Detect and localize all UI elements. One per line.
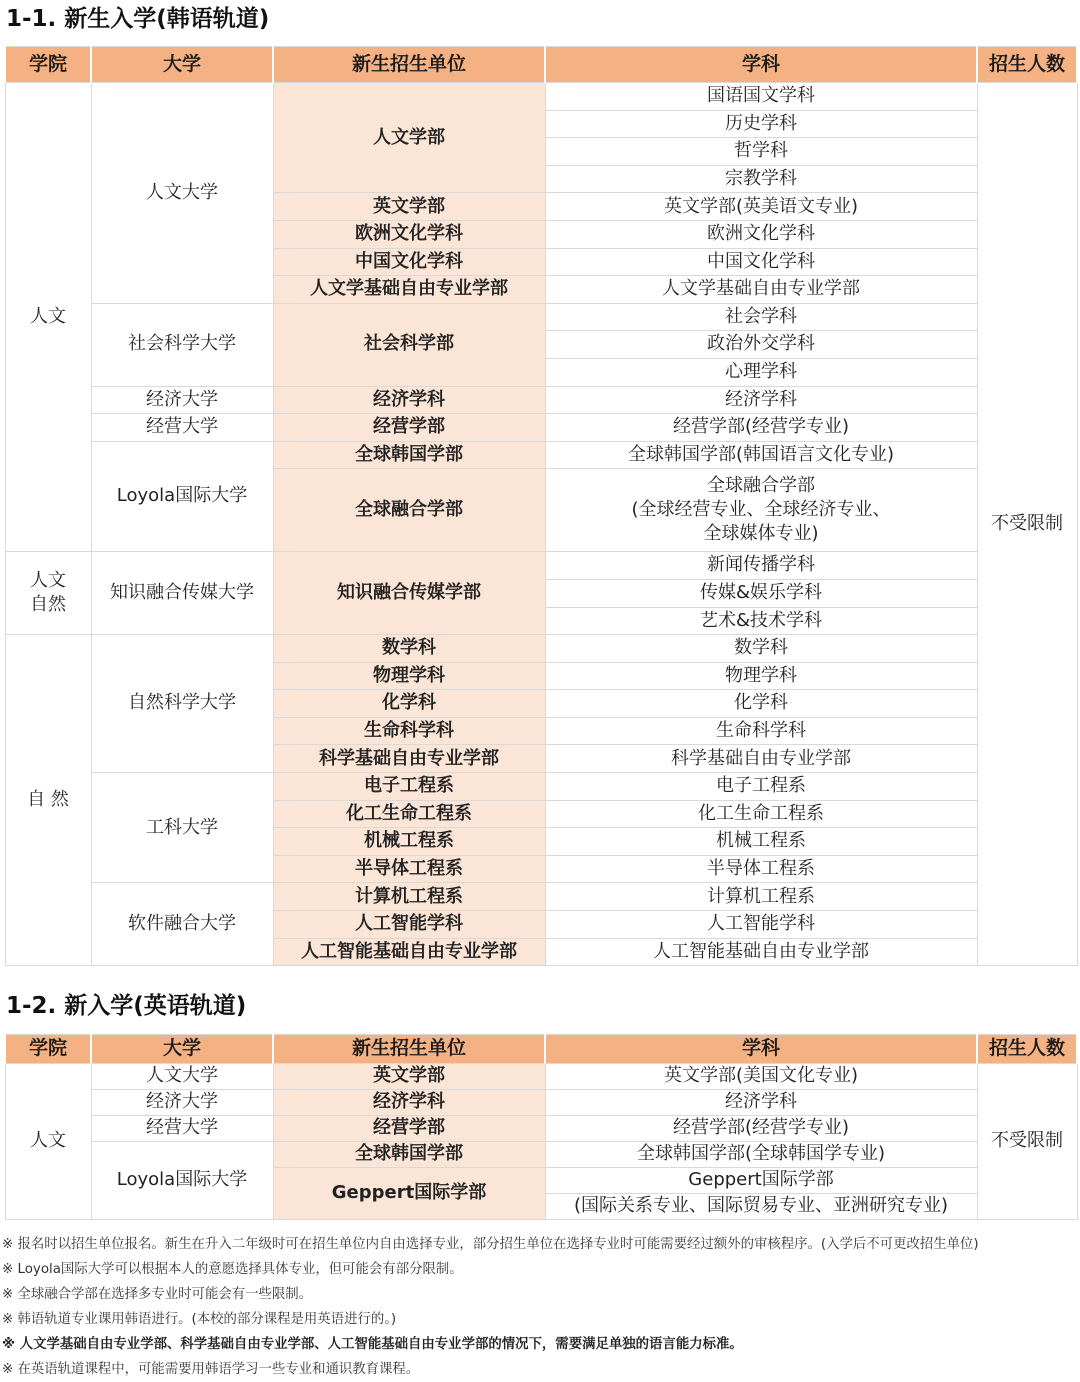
major-cell: 社会学科 (545, 303, 977, 331)
major-cell: 数学科 (545, 635, 977, 663)
admission-unit-cell: 化工生命工程系 (273, 800, 545, 828)
university-cell: 工科大学 (91, 773, 273, 883)
university-cell: 自然科学大学 (91, 635, 273, 773)
major-cell: 传媒&娱乐学科 (545, 579, 977, 607)
major-cell: 经济学科 (545, 1090, 977, 1116)
column-header: 大学 (91, 47, 273, 83)
major-cell: 机械工程系 (545, 828, 977, 856)
major-cell: 中国文化学科 (545, 248, 977, 276)
admission-unit-cell: 中国文化学科 (273, 248, 545, 276)
major-cell: 人工智能学科 (545, 911, 977, 939)
university-cell: 经济大学 (91, 386, 273, 414)
university-cell: 经济大学 (91, 1090, 273, 1116)
column-header: 学院 (5, 47, 91, 83)
university-cell: 人文大学 (91, 83, 273, 304)
note: ※ 韩语轨道专业课用韩语进行。(本校的部分课程是用英语进行的。) (2, 1312, 397, 1327)
university-cell: 软件融合大学 (91, 883, 273, 966)
university-cell: 经营大学 (91, 414, 273, 442)
table-row (5, 1142, 1077, 1168)
section-title-english-track: 1-2. 新入学(英语轨道) (6, 993, 247, 1019)
column-header: 学科 (545, 47, 977, 83)
college-cell: 自 然 (5, 635, 91, 966)
major-cell: 新闻传播学科 (545, 552, 977, 580)
major-cell: 经济学科 (545, 386, 977, 414)
admission-unit-cell: 全球融合学部 (273, 469, 545, 552)
admission-unit-cell: 半导体工程系 (273, 855, 545, 883)
admission-unit-cell: 英文学部 (273, 1064, 545, 1090)
major-cell: 计算机工程系 (545, 883, 977, 911)
major-cell: 科学基础自由专业学部 (545, 745, 977, 773)
table-row (5, 303, 1077, 331)
column-header: 新生招生单位 (273, 47, 545, 83)
university-cell: 人文大学 (91, 1064, 273, 1090)
major-cell: 哲学科 (545, 138, 977, 166)
major-cell: 历史学科 (545, 110, 977, 138)
admission-unit-cell: 科学基础自由专业学部 (273, 745, 545, 773)
major-cell: 全球融合学部 (全球经营专业、全球经济专业、 全球媒体专业) (545, 469, 977, 552)
major-cell: 经营学部(经营学专业) (545, 414, 977, 442)
major-cell: 化学科 (545, 690, 977, 718)
admission-unit-cell: 电子工程系 (273, 773, 545, 801)
admission-unit-cell: 人文学部 (273, 83, 545, 193)
admission-unit-cell: 物理学科 (273, 662, 545, 690)
note: ※ Loyola国际大学可以根据本人的意愿选择具体专业，但可能会有部分限制。 (2, 1262, 463, 1277)
note: ※ 报名时以招生单位报名。新生在升入二年级时可在招生单位内自由选择专业，部分招生单位在选择专业时可能需要经过额外的审核程序。(入学后不可更改招生单位) (2, 1237, 979, 1252)
admission-unit-cell: 知识融合传媒学部 (273, 552, 545, 635)
admission-unit-cell: 社会科学部 (273, 303, 545, 386)
admission-unit-cell: 全球韩国学部 (273, 1142, 545, 1168)
admission-unit-cell: 数学科 (273, 635, 545, 663)
major-cell: Geppert国际学部 (545, 1168, 977, 1194)
admission-unit-cell: 经营学部 (273, 1116, 545, 1142)
major-cell: 物理学科 (545, 662, 977, 690)
admission-unit-cell: 全球韩国学部 (273, 441, 545, 469)
major-cell: 半导体工程系 (545, 855, 977, 883)
table-row (5, 1090, 1077, 1116)
university-cell: Loyola国际大学 (91, 441, 273, 552)
university-cell: 知识融合传媒大学 (91, 552, 273, 635)
college-cell: 人文 (5, 1064, 91, 1220)
admission-unit-cell: 经营学部 (273, 414, 545, 442)
admission-unit-cell: 经济学科 (273, 386, 545, 414)
admission-unit-cell: 英文学部 (273, 193, 545, 221)
major-cell: 化工生命工程系 (545, 800, 977, 828)
admission-unit-cell: 生命科学科 (273, 717, 545, 745)
major-cell: 英文学部(英美语文专业) (545, 193, 977, 221)
column-header: 招生人数 (977, 47, 1077, 83)
table-row (5, 635, 1077, 663)
note: ※ 人文学基础自由专业学部、科学基础自由专业学部、人工智能基础自由专业学部的情况下，需要满足单独的语言能力标准。 (2, 1337, 743, 1352)
admission-unit-cell: 人工智能基础自由专业学部 (273, 938, 545, 966)
university-cell: Loyola国际大学 (91, 1142, 273, 1220)
major-cell: 欧洲文化学科 (545, 220, 977, 248)
major-cell: 全球韩国学部(全球韩国学专业) (545, 1142, 977, 1168)
university-cell: 经营大学 (91, 1116, 273, 1142)
major-cell: (国际关系专业、国际贸易专业、亚洲研究专业) (545, 1194, 977, 1220)
column-header: 招生人数 (977, 1035, 1077, 1064)
table-row (5, 414, 1077, 442)
admission-unit-cell: 计算机工程系 (273, 883, 545, 911)
column-header: 新生招生单位 (273, 1035, 545, 1064)
admission-unit-cell: 经济学科 (273, 1090, 545, 1116)
table-row (5, 386, 1077, 414)
note: ※ 全球融合学部在选择多专业时可能会有一些限制。 (2, 1287, 313, 1302)
major-cell: 艺术&技术学科 (545, 607, 977, 635)
admission-unit-cell: 人工智能学科 (273, 911, 545, 939)
table-row (5, 552, 1077, 580)
column-header: 学科 (545, 1035, 977, 1064)
column-header: 学院 (5, 1035, 91, 1064)
major-cell: 人文学基础自由专业学部 (545, 276, 977, 304)
admission-unit-cell: 人文学基础自由专业学部 (273, 276, 545, 304)
english-track-table (4, 1034, 1078, 1220)
major-cell: 经营学部(经营学专业) (545, 1116, 977, 1142)
table-row (5, 883, 1077, 911)
admission-unit-cell: 机械工程系 (273, 828, 545, 856)
notes (2, 1232, 1078, 1382)
column-header: 大学 (91, 1035, 273, 1064)
major-cell: 心理学科 (545, 358, 977, 386)
major-cell: 生命科学科 (545, 717, 977, 745)
college-cell: 人文 自然 (5, 552, 91, 635)
college-cell: 人文 (5, 83, 91, 552)
major-cell: 政治外交学科 (545, 331, 977, 359)
major-cell: 全球韩国学部(韩国语言文化专业) (545, 441, 977, 469)
korean-track-table (4, 46, 1078, 966)
major-cell: 人工智能基础自由专业学部 (545, 938, 977, 966)
table-row (5, 83, 1077, 111)
major-cell: 英文学部(美国文化专业) (545, 1064, 977, 1090)
table-row (5, 441, 1077, 469)
university-cell: 社会科学大学 (91, 303, 273, 386)
admission-unit-cell: 欧洲文化学科 (273, 220, 545, 248)
admission-unit-cell: Geppert国际学部 (273, 1168, 545, 1220)
admission-unit-cell: 化学科 (273, 690, 545, 718)
major-cell: 宗教学科 (545, 165, 977, 193)
note: ※ 在英语轨道课程中，可能需要用韩语学习一些专业和通识教育课程。 (2, 1362, 420, 1377)
section-title-korean-track: 1-1. 新生入学(韩语轨道) (6, 6, 270, 32)
quota-cell: 不受限制 (977, 1064, 1077, 1220)
major-cell: 国语国文学科 (545, 83, 977, 111)
table-row (5, 1116, 1077, 1142)
table-row (5, 773, 1077, 801)
major-cell: 电子工程系 (545, 773, 977, 801)
quota-cell: 不受限制 (977, 83, 1077, 966)
table-row (5, 1064, 1077, 1090)
